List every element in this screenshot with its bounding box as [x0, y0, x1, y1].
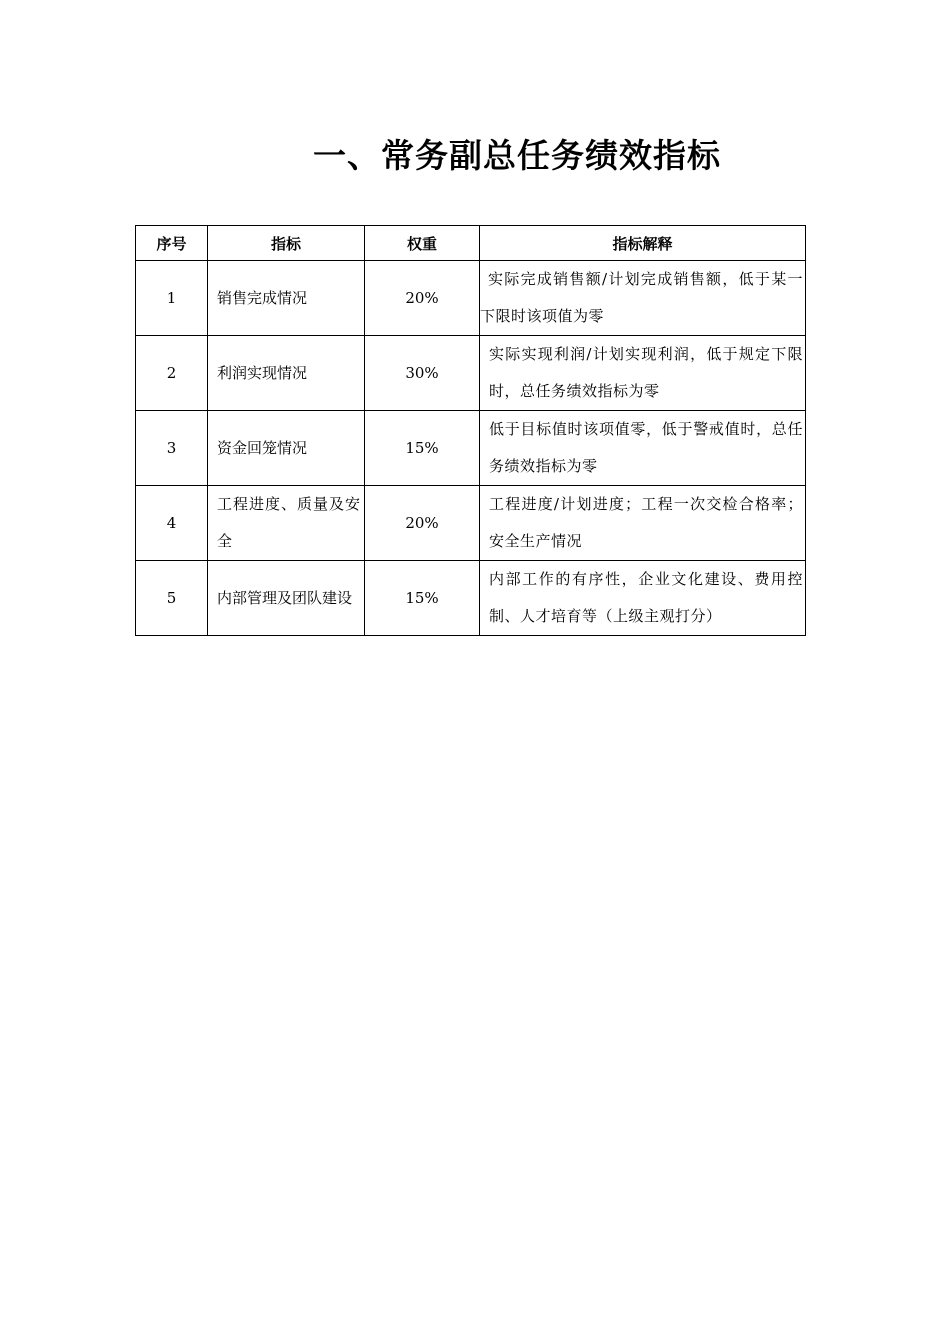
indicator-name: 利润实现情况	[208, 336, 365, 411]
table-row	[136, 411, 806, 486]
indicator-name: 资金回笼情况	[208, 411, 365, 486]
table-body	[136, 261, 806, 636]
row-number: 3	[136, 411, 208, 486]
header-indicator: 指标	[208, 226, 365, 261]
indicator-weight: 15%	[365, 411, 480, 486]
indicator-weight: 20%	[365, 261, 480, 336]
header-explanation: 指标解释	[480, 226, 806, 261]
indicator-name: 销售完成情况	[208, 261, 365, 336]
header-row	[136, 226, 806, 261]
row-number: 5	[136, 561, 208, 636]
table-row	[136, 336, 806, 411]
header-weight: 权重	[365, 226, 480, 261]
row-number: 2	[136, 336, 208, 411]
indicator-explanation: 低于目标值时该项值零，低于警戒值时，总任务绩效指标为零	[480, 411, 806, 486]
indicator-explanation: 工程进度/计划进度；工程一次交检合格率；安全生产情况	[480, 486, 806, 561]
table-header	[136, 226, 806, 261]
header-no: 序号	[136, 226, 208, 261]
table-row	[136, 486, 806, 561]
kpi-table	[135, 225, 806, 636]
indicator-weight: 30%	[365, 336, 480, 411]
row-number: 4	[136, 486, 208, 561]
indicator-name: 工程进度、质量及安全	[208, 486, 365, 561]
table-row	[136, 561, 806, 636]
indicator-explanation: 内部工作的有序性，企业文化建设、费用控制、人才培育等（上级主观打分）	[480, 561, 806, 636]
indicator-weight: 15%	[365, 561, 480, 636]
indicator-weight: 20%	[365, 486, 480, 561]
page-title: 一、常务副总任务绩效指标	[313, 136, 721, 175]
row-number: 1	[136, 261, 208, 336]
indicator-name: 内部管理及团队建设	[208, 561, 365, 636]
indicator-explanation: 实际完成销售额/计划完成销售额，低于某一下限时该项值为零	[480, 261, 806, 336]
table-row	[136, 261, 806, 336]
indicator-explanation: 实际实现利润/计划实现利润，低于规定下限时，总任务绩效指标为零	[480, 336, 806, 411]
